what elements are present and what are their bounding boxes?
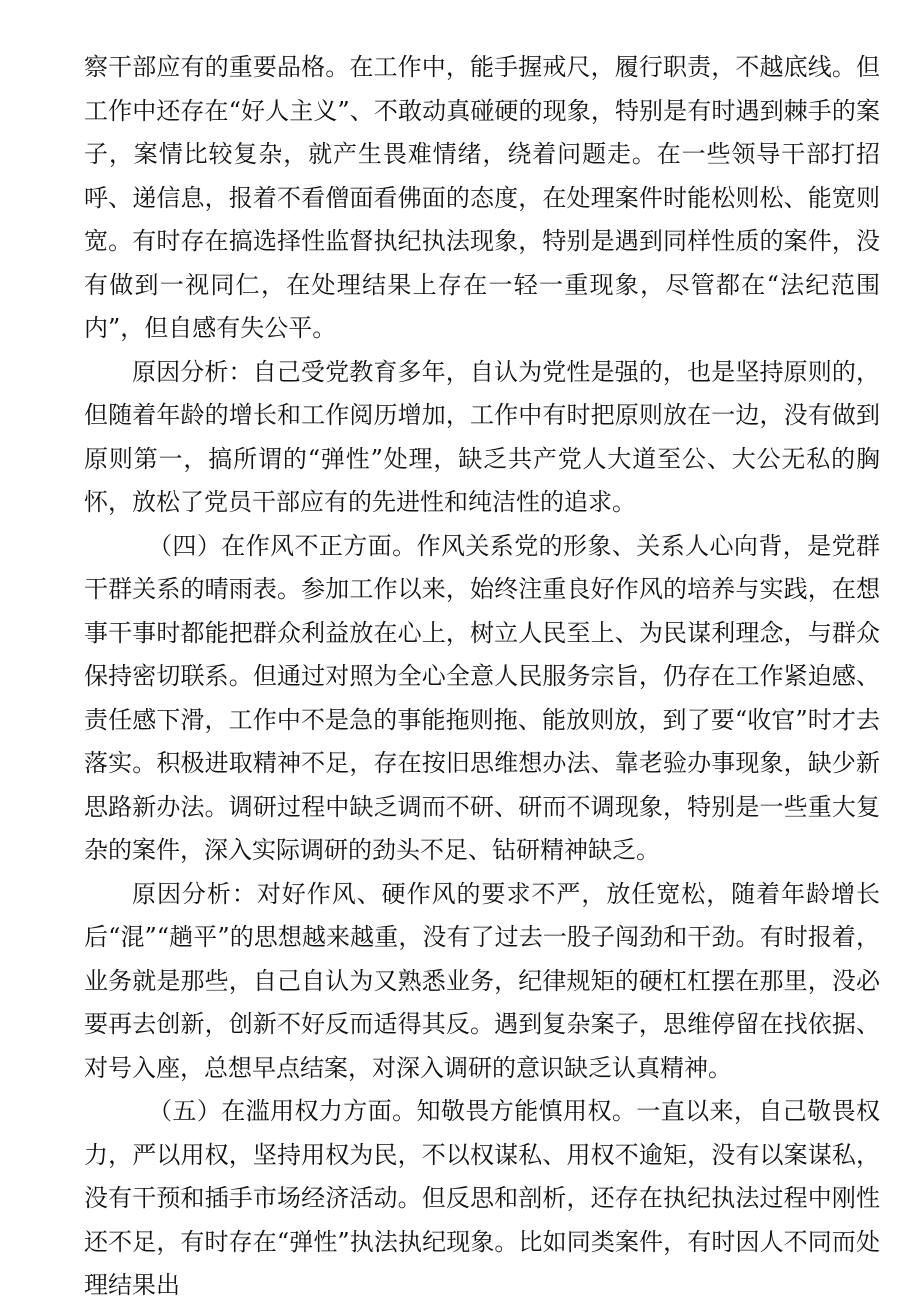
paragraph-section-5-abuse-of-power: （五）在滥用权力方面。知敬畏方能慎用权。一直以来，自己敬畏权力，严以用权，坚持用权为民，不以权谋私、用权不逾矩，没有以案谋私，没有干预和插手市场经济活动。但反思和剖析，还存在执纪执法过程中刚性还不足，有时存在“弹性”执法执纪现象。比如同类案件，有时因人不同而处理结果出	[84, 1097, 880, 1299]
paragraph-cause-analysis-2: 原因分析：对好作风、硬作风的要求不严，放任宽松，随着年龄增长后“混”“趟平”的思想越来越重，没有了过去一股子闯劲和干劲。有时报着，业务就是那些，自己自认为又熟悉业务，纪律规矩的硬杠杠摆在那里，没必要再去创新，创新不好反而适得其反。遇到复杂案子，思维停留在找依据、对号入座，总想早点结案，对深入调研的意识缺乏认真精神。	[84, 879, 880, 1082]
document-page	[84, 46, 880, 1308]
paragraph-continued: 察干部应有的重要品格。在工作中，能手握戒尺，履行职责，不越底线。但工作中还存在“好人主义”、不敢动真碰硬的现象，特别是有时遇到棘手的案子，案情比较复杂，就产生畏难情绪，绕着问题走。在一些领导干部打招呼、递信息，报着不看僧面看佛面的态度，在处理案件时能松则松、能宽则宽。有时存在搞选择性监督执纪执法现象，特别是遇到同样性质的案件，没有做到一视同仁，在处理结果上存在一轻一重现象，尽管都在“法纪范围内”，但自感有失公平。	[84, 53, 880, 342]
paragraph-cause-analysis-1: 原因分析：自己受党教育多年，自认为党性是强的，也是坚持原则的，但随着年龄的增长和工作阅历增加，工作中有时把原则放在一边，没有做到原则第一，搞所谓的“弹性”处理，缺乏共产党人大道至公、大公无私的胸怀，放松了党员干部应有的先进性和纯洁性的追求。	[84, 357, 880, 516]
paragraph-section-4-work-style: （四）在作风不正方面。作风关系党的形象、关系人心向背，是党群干群关系的晴雨表。参加工作以来，始终注重良好作风的培养与实践，在想事干事时都能把群众利益放在心上，树立人民至上、为民谋利理念，与群众保持密切联系。但通过对照为全心全意人民服务宗旨，仍存在工作紧迫感、责任感下滑，工作中不是急的事能拖则拖、能放则放，到了要“收官”时才去落实。积极进取精神不足，存在按旧思维想办法、靠老验办事现象，缺少新思路新办法。调研过程中缺乏调而不研、研而不调现象，特别是一些重大复杂的案件，深入实际调研的劲头不足、钻研精神缺乏。	[84, 531, 880, 864]
